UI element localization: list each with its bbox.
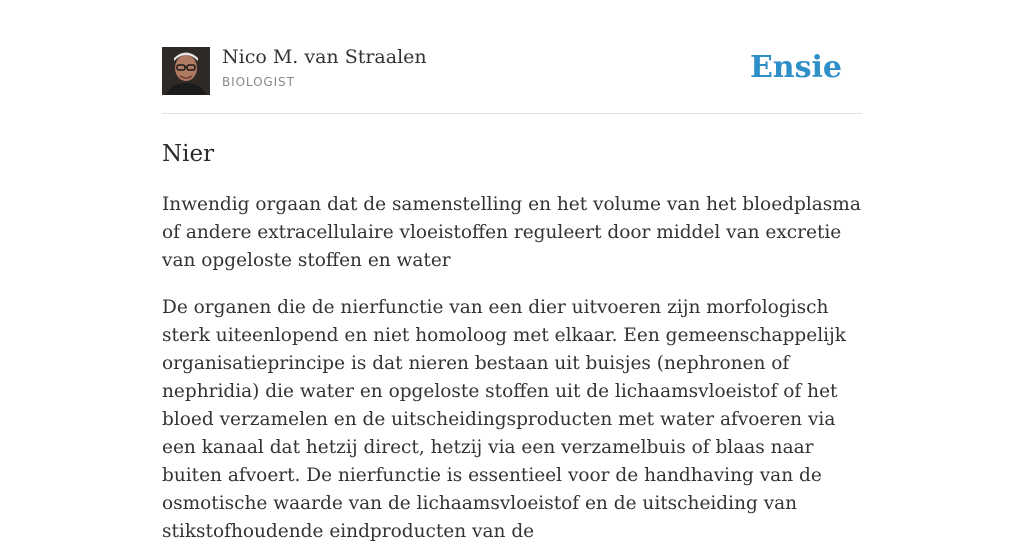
article-page (162, 0, 862, 546)
ensie-logo[interactable]: Ensie (749, 50, 842, 85)
article-paragraph: De organen die de nierfunctie van een dier uitvoeren zijn morfologisch sterk uiteenlopend en niet homoloog met elkaar. Een gemeenschappelijk organisatieprincipe is dat nieren bestaan uit buisjes (nephronen of nephridia) die water en opgeloste stoffen uit de lichaamsvloeistof of het bloed verzamelen en de uitscheidingsproducten met water afvoeren via een kanaal dat hetzij direct, hetzij via een verzamelbuis of blaas naar buiten afvoert. De nierfunctie is essentieel voor de handhaving van de osmotische waarde van de lichaamsvloeistof en de uitscheiding van stikstofhoudende eindproducten van de (162, 297, 846, 542)
avatar-portrait-icon (162, 47, 210, 95)
article-paragraph: Inwendig orgaan dat de samenstelling en het volume van het bloedplasma of andere extracellulaire vloeistoffen reguleert door middel van excretie van opgeloste stoffen en water (162, 194, 861, 271)
author-header (162, 0, 862, 114)
author-avatar[interactable] (162, 47, 210, 95)
author-name[interactable]: Nico M. van Straalen (222, 46, 427, 68)
article-title: Nier (162, 141, 215, 167)
author-role: BIOLOGIST (222, 75, 295, 89)
